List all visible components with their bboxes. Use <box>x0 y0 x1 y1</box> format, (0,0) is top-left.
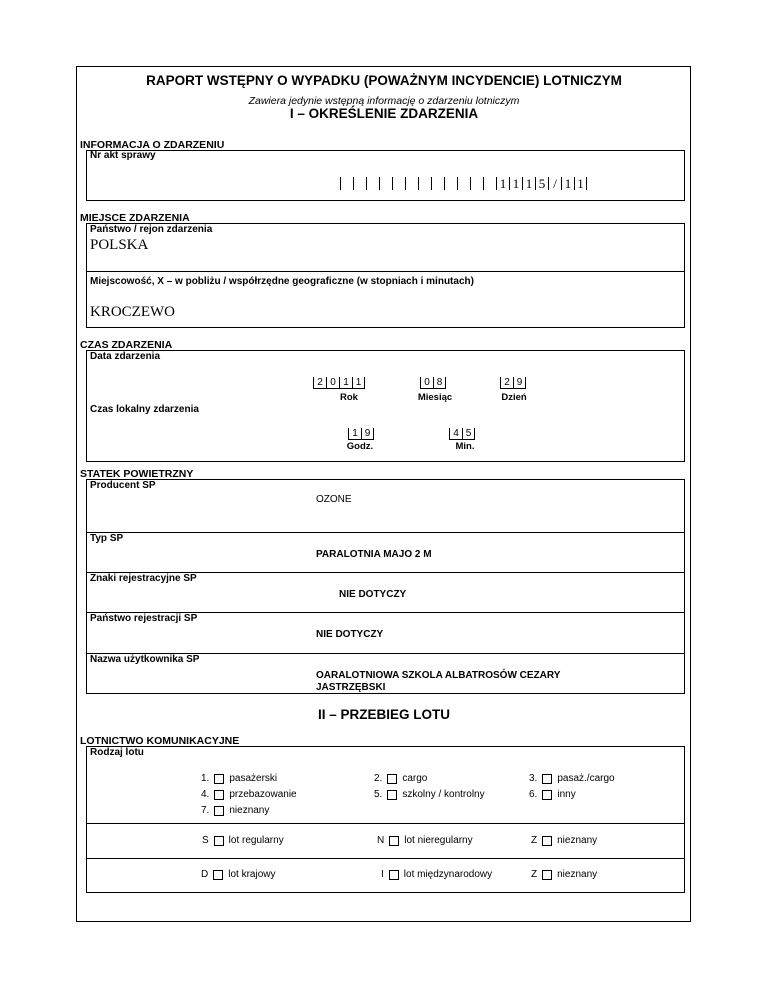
producer-value: OZONE <box>316 494 352 505</box>
divider <box>86 653 685 654</box>
digit-cell[interactable]: / <box>548 177 561 190</box>
digit-cell[interactable]: 5 <box>462 428 475 440</box>
option-label: lot regularny <box>228 835 284 846</box>
case-number-cells <box>340 177 587 190</box>
divider <box>86 572 685 573</box>
month-cells <box>420 377 446 389</box>
option-scheduled[interactable] <box>202 835 284 846</box>
option-label: nieznany <box>557 835 598 846</box>
digit-cell[interactable]: 0 <box>420 377 433 389</box>
type-value: PARALOTNIA MAJO 2 M <box>316 549 432 560</box>
option-label: lot krajowy <box>228 869 276 880</box>
section-1-title: I – OKREŚLENIE ZDARZENIA <box>289 106 479 121</box>
option-label: cargo <box>402 773 428 784</box>
option-label: szkolny / kontrolny <box>402 789 485 800</box>
digit-cell[interactable] <box>444 177 457 190</box>
digit-cell[interactable] <box>418 177 431 190</box>
checkbox[interactable] <box>387 774 397 784</box>
option-non-scheduled[interactable] <box>377 835 473 846</box>
reg-state-label: Państwo rejestracji SP <box>90 613 198 624</box>
digit-cell[interactable] <box>353 177 366 190</box>
checkbox[interactable] <box>542 870 552 880</box>
registration-label: Znaki rejestracyjne SP <box>90 573 197 584</box>
operator-value-line-1: OARALOTNIOWA SZKOLA ALBATROSÓW CEZARY <box>316 670 561 681</box>
minute-caption: Min. <box>455 441 475 452</box>
type-label: Typ SP <box>90 533 124 544</box>
option-code: Z <box>531 869 538 880</box>
option-label: nieznany <box>229 805 270 816</box>
country-label: Państwo / rejon zdarzenia <box>90 224 213 235</box>
month-caption: Miesiąc <box>417 392 453 403</box>
year-caption: Rok <box>340 392 358 403</box>
day-cells <box>500 377 526 389</box>
option-number: 1. <box>201 773 210 784</box>
digit-cell[interactable]: 4 <box>449 428 462 440</box>
checkbox[interactable] <box>542 836 552 846</box>
minute-cells <box>449 428 475 440</box>
option-number: 4. <box>201 789 210 800</box>
digit-cell[interactable] <box>340 177 353 190</box>
option-passenger[interactable] <box>201 773 277 784</box>
reg-state-value: NIE DOTYCZY <box>316 629 384 640</box>
option-label: lot międzynarodowy <box>403 869 493 880</box>
option-other[interactable] <box>529 789 576 800</box>
checkbox[interactable] <box>542 790 552 800</box>
divider <box>86 532 685 533</box>
option-route-unknown[interactable] <box>531 869 597 880</box>
option-label: pasaż./cargo <box>557 773 615 784</box>
option-code: N <box>377 835 385 846</box>
time-box <box>86 350 685 462</box>
date-label: Data zdarzenia <box>90 351 161 362</box>
option-number: 6. <box>529 789 538 800</box>
digit-cell[interactable] <box>392 177 405 190</box>
digit-cell[interactable]: 9 <box>513 377 526 389</box>
option-unknown[interactable] <box>201 805 269 816</box>
checkbox[interactable] <box>214 774 224 784</box>
aircraft-group-label: STATEK POWIETRZNY <box>80 468 194 480</box>
option-training[interactable] <box>374 789 485 800</box>
digit-cell[interactable]: 1 <box>339 377 352 389</box>
option-label: lot nieregularny <box>404 835 473 846</box>
divider <box>86 271 685 272</box>
flight-kind-label: Rodzaj lotu <box>90 747 144 758</box>
digit-cell[interactable]: 1 <box>561 177 574 190</box>
digit-cell[interactable] <box>366 177 379 190</box>
digit-cell[interactable]: 2 <box>313 377 326 389</box>
form-title: RAPORT WSTĘPNY O WYPADKU (POWAŻNYM INCYDENCIE) LOTNICZYM <box>146 73 622 88</box>
digit-cell[interactable]: 9 <box>361 428 374 440</box>
locality-value: KROCZEWO <box>90 304 175 320</box>
digit-cell[interactable] <box>483 177 496 190</box>
option-international[interactable] <box>381 869 492 880</box>
digit-cell[interactable]: 1 <box>574 177 587 190</box>
digit-cell[interactable] <box>405 177 418 190</box>
digit-cell[interactable]: 1 <box>348 428 361 440</box>
checkbox[interactable] <box>213 870 223 880</box>
checkbox[interactable] <box>389 870 399 880</box>
producer-label: Producent SP <box>90 480 156 491</box>
checkbox[interactable] <box>542 774 552 784</box>
option-code: D <box>201 869 209 880</box>
divider <box>86 858 685 859</box>
option-code: I <box>381 869 384 880</box>
local-time-label: Czas lokalny zdarzenia <box>90 404 199 415</box>
digit-cell[interactable] <box>457 177 470 190</box>
option-number: 3. <box>529 773 538 784</box>
digit-cell[interactable]: 0 <box>326 377 339 389</box>
option-label: przebazowanie <box>229 789 297 800</box>
section-2-title: II – PRZEBIEG LOTU <box>317 707 450 722</box>
digit-cell[interactable] <box>379 177 392 190</box>
place-box <box>86 223 685 328</box>
digit-cell[interactable]: 8 <box>433 377 446 389</box>
time-group-label: CZAS ZDARZENIA <box>80 339 173 351</box>
place-group-label: MIEJSCE ZDARZENIA <box>80 212 190 224</box>
option-number: 5. <box>374 789 383 800</box>
checkbox[interactable] <box>214 806 224 816</box>
case-number-box <box>86 150 685 201</box>
form-subtitle: Zawiera jedynie wstępną informację o zdarzeniu lotniczym <box>248 95 520 107</box>
info-group-label: INFORMACJA O ZDARZENIU <box>80 139 225 151</box>
option-domestic[interactable] <box>201 869 275 880</box>
year-cells <box>313 377 365 389</box>
case-number-label: Nr akt sprawy <box>90 150 156 161</box>
country-value: POLSKA <box>90 237 149 253</box>
option-ferry[interactable] <box>201 789 297 800</box>
digit-cell[interactable] <box>431 177 444 190</box>
option-label: inny <box>557 789 576 800</box>
digit-cell[interactable]: 5 <box>535 177 548 190</box>
option-schedule-unknown[interactable] <box>531 835 597 846</box>
hour-cells <box>348 428 374 440</box>
digit-cell[interactable]: 1 <box>522 177 535 190</box>
checkbox[interactable] <box>387 790 397 800</box>
option-number: 7. <box>201 805 210 816</box>
hour-caption: Godz. <box>346 441 374 452</box>
registration-value: NIE DOTYCZY <box>339 589 407 600</box>
digit-cell[interactable]: 2 <box>500 377 513 389</box>
option-code: Z <box>531 835 538 846</box>
checkbox[interactable] <box>214 790 224 800</box>
option-pax-cargo[interactable] <box>529 773 615 784</box>
option-cargo[interactable] <box>374 773 427 784</box>
locality-label: Miejscowość, X – w pobliżu / współrzędne geograficzne (w stopniach i minutach) <box>90 276 474 287</box>
option-label: nieznany <box>557 869 598 880</box>
checkbox[interactable] <box>389 836 399 846</box>
checkbox[interactable] <box>214 836 224 846</box>
operator-label: Nazwa użytkownika SP <box>90 654 200 665</box>
digit-cell[interactable]: 1 <box>496 177 509 190</box>
option-label: pasażerski <box>229 773 278 784</box>
digit-cell[interactable] <box>470 177 483 190</box>
option-number: 2. <box>374 773 383 784</box>
aircraft-box <box>86 479 685 694</box>
flight-group-label: LOTNICTWO KOMUNIKACYJNE <box>80 735 240 747</box>
option-code: S <box>202 835 209 846</box>
digit-cell[interactable]: 1 <box>352 377 365 389</box>
divider <box>86 823 685 824</box>
divider <box>86 612 685 613</box>
digit-cell[interactable]: 1 <box>509 177 522 190</box>
day-caption: Dzień <box>501 392 527 403</box>
operator-value-line-2: JASTRZĘBSKI <box>316 682 386 693</box>
